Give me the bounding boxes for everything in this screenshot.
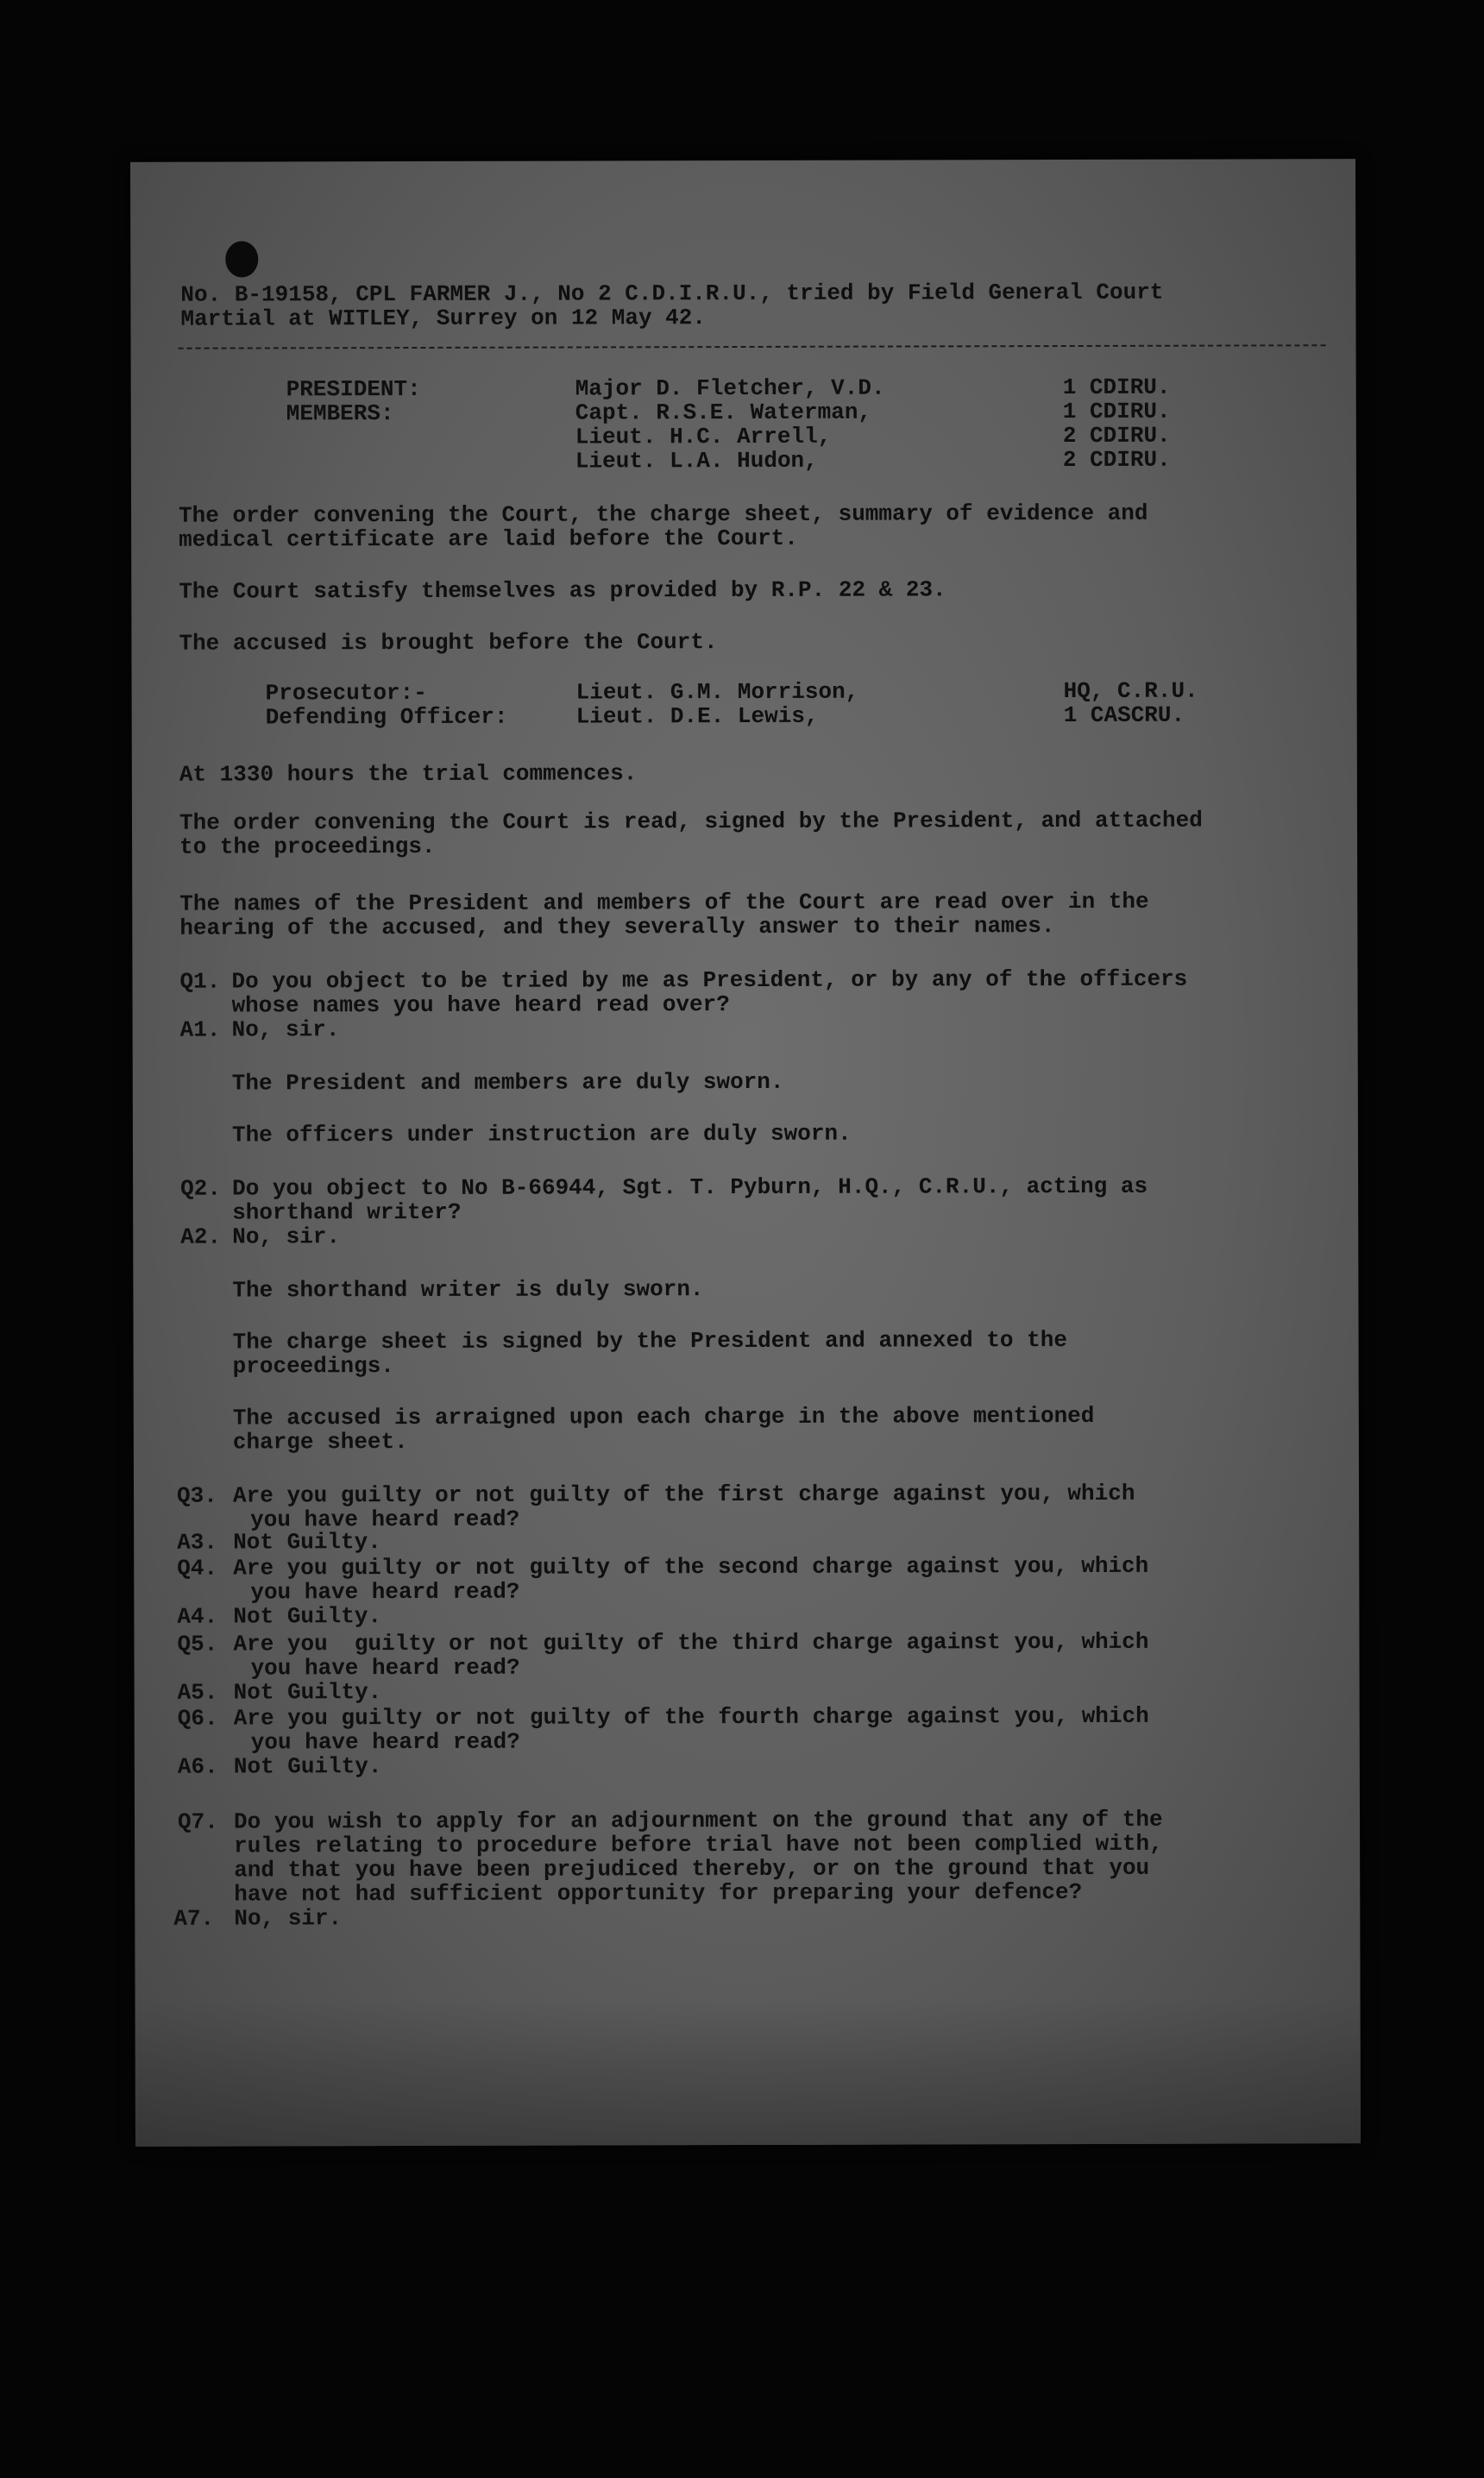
question-text: rules relating to procedure before trial have not been complied with,: [234, 1830, 1163, 1859]
members-label: MEMBERS:: [286, 400, 394, 427]
question-label: Q4.: [177, 1555, 218, 1582]
question-label: Q7.: [177, 1808, 218, 1835]
header-line-1: No. B-19158, CPL FARMER J., No 2 C.D.I.R.U., tried by Field General Court: [180, 279, 1164, 308]
answer-text: Not Guilty.: [233, 1679, 382, 1706]
question-text: Do you object to be tried by me as President, or by any of the officers: [231, 965, 1188, 995]
court-member-unit: 1 CDIRU.: [1062, 374, 1171, 401]
answer-label: A5.: [177, 1679, 218, 1706]
paragraph-line: hearing of the accused, and they severally answer to their names.: [179, 913, 1055, 941]
court-member-unit: 2 CDIRU.: [1062, 422, 1171, 450]
court-member-name: Capt. R.S.E. Waterman,: [575, 399, 872, 426]
question-text: whose names you have heard read over?: [231, 991, 730, 1019]
answer-label: A6.: [177, 1753, 218, 1780]
answer-text: Not Guilty.: [233, 1529, 381, 1556]
paragraph-line: The order convening the Court is read, signed by the President, and attached: [179, 807, 1203, 836]
paragraph-line: proceedings.: [232, 1353, 394, 1380]
paragraph-line: The shorthand writer is duly sworn.: [232, 1276, 704, 1304]
answer-label: A7.: [173, 1905, 215, 1932]
paragraph-line: The officers under instruction are duly sworn.: [231, 1120, 852, 1148]
paragraph-line: to the proceedings.: [179, 833, 436, 860]
paragraph-line: The President and members are duly sworn.: [231, 1068, 784, 1097]
paragraph-line: The accused is arraigned upon each charge in the above mentioned: [232, 1402, 1095, 1431]
question-text: you have heard read?: [250, 1654, 520, 1682]
defending-officer-label: Defending Officer:: [265, 703, 508, 731]
defending-officer-unit: 1 CASCRU.: [1063, 701, 1185, 729]
paragraph-line: The order convening the Court, the charge sheet, summary of evidence and: [179, 500, 1148, 529]
question-text: shorthand writer?: [232, 1198, 462, 1226]
answer-text: Not Guilty.: [233, 1603, 382, 1630]
president-label: PRESIDENT:: [286, 375, 421, 403]
question-label: Q2.: [180, 1175, 221, 1202]
question-label: Q1.: [179, 968, 221, 995]
question-label: Q6.: [177, 1705, 218, 1732]
answer-label: A4.: [177, 1603, 218, 1630]
court-member-name: Major D. Fletcher, V.D.: [575, 374, 885, 402]
paragraph-line: The accused is brought before the Court.: [179, 629, 718, 657]
answer-text: No, sir.: [231, 1016, 340, 1043]
question-text: you have heard read?: [250, 1728, 520, 1756]
question-text: Do you object to No B-66944, Sgt. T. Pyburn, H.Q., C.R.U., acting as: [232, 1173, 1148, 1202]
prosecutor-label: Prosecutor:-: [265, 679, 427, 707]
question-text: you have heard read?: [250, 1506, 520, 1533]
paragraph-line: The names of the President and members of the Court are read over in the: [179, 888, 1149, 917]
paragraph-line: The charge sheet is signed by the President and annexed to the: [232, 1327, 1067, 1355]
answer-text: Not Guilty.: [233, 1753, 382, 1780]
document-page: [130, 159, 1361, 2147]
answer-text: No, sir.: [234, 1905, 343, 1932]
question-text: and that you have been prejudiced thereby, or on the ground that you: [234, 1854, 1150, 1884]
question-text: Do you wish to apply for an adjournment on the ground that any of the: [233, 1806, 1163, 1835]
defending-officer-name: Lieut. D.E. Lewis,: [575, 702, 819, 730]
question-text: have not had sufficient opportunity for preparing your defence?: [234, 1878, 1083, 1908]
court-member-name: Lieut. H.C. Arrell,: [575, 423, 832, 450]
court-member-name: Lieut. L.A. Hudon,: [575, 447, 818, 475]
prosecutor-name: Lieut. G.M. Morrison,: [575, 678, 859, 706]
prosecutor-unit: HQ, C.R.U.: [1063, 677, 1198, 705]
paragraph-line: charge sheet.: [232, 1429, 408, 1456]
paragraph-line: At 1330 hours the trial commences.: [179, 760, 638, 788]
question-label: Q3.: [176, 1482, 217, 1509]
answer-label: A2.: [180, 1223, 222, 1250]
answer-label: A1.: [179, 1016, 221, 1043]
header-line-2: Martial at WITLEY, Surrey on 12 May 42.: [180, 305, 707, 332]
dashed-divider: [179, 344, 1326, 349]
court-member-unit: 2 CDIRU.: [1062, 446, 1171, 474]
court-member-unit: 1 CDIRU.: [1062, 398, 1171, 425]
paragraph-line: The Court satisfy themselves as provided by R.P. 22 & 23.: [179, 576, 946, 605]
punch-hole: [225, 241, 258, 277]
question-text: Are you guilty or not guilty of the fourth charge against you, which: [233, 1702, 1149, 1732]
question-text: Are you guilty or not guilty of the second charge against you, which: [233, 1552, 1149, 1582]
paragraph-line: medical certificate are laid before the Court.: [179, 525, 798, 553]
answer-text: No, sir.: [232, 1223, 341, 1250]
question-text: Are you guilty or not guilty of the first charge against you, which: [232, 1480, 1135, 1509]
question-label: Q5.: [177, 1631, 218, 1657]
question-text: you have heard read?: [250, 1578, 520, 1606]
answer-label: A3.: [177, 1529, 218, 1556]
page-shadow-band: [135, 1997, 1361, 2147]
question-text: Are you guilty or not guilty of the third charge against you, which: [233, 1628, 1149, 1657]
